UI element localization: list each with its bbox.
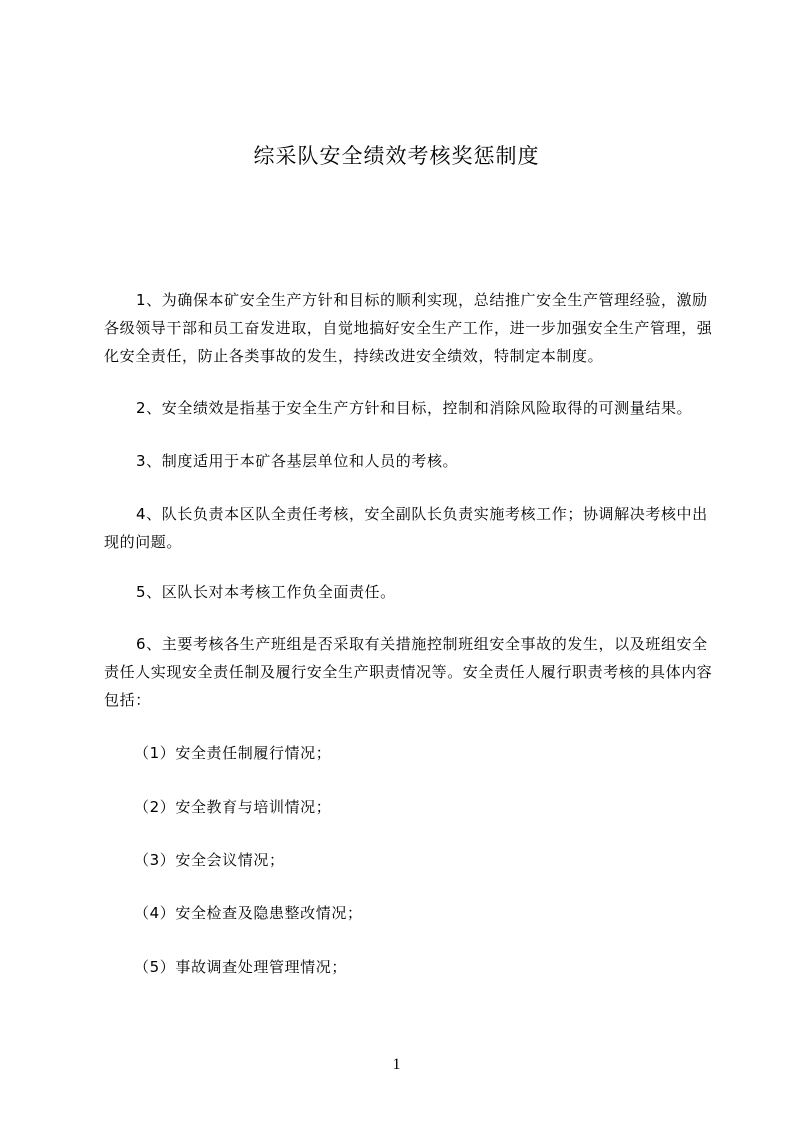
page-number: 1 [392,1056,401,1073]
list-item-2: （2）安全教育与培训情况； [134,798,332,816]
paragraph-6: 6、主要考核各生产班组是否采取有关措施控制班组安全事故的发生，以及班组安全责任人实现安全责任制及履行安全生产职责情况等。安全责任人履行职责考核的具体内容包括： [104,635,713,709]
list-item-4: （4）安全检查及隐患整改情况； [134,904,363,922]
paragraph-4: 4、队长负责本区队全责任考核，安全副队长负责实施考核工作；协调解决考核中出现的问题。 [104,505,708,551]
list-item-5: （5）事故调查处理管理情况； [134,958,347,976]
list-item-3: （3）安全会议情况； [134,851,285,869]
paragraph-2: 2、安全绩效是指基于安全生产方针和目标，控制和消除风险取得的可测量结果。 [136,399,693,417]
document-title: 综采队安全绩效考核奖惩制度 [253,144,540,168]
paragraph-5: 5、区队长对本考核工作负全面责任。 [136,583,396,601]
list-item-1: （1）安全责任制履行情况； [134,744,332,762]
paragraph-1: 1、为确保本矿安全生产方针和目标的顺利实现，总结推广安全生产管理经验，激励各级领导干部和员工奋发进取，自觉地搞好安全生产工作，进一步加强安全生产管理，强化安全责任，防止各类事故的发生，持续改进安全绩效，特制定本制度。 [104,291,713,365]
paragraph-3: 3、制度适用于本矿各基层单位和人员的考核。 [136,452,459,470]
